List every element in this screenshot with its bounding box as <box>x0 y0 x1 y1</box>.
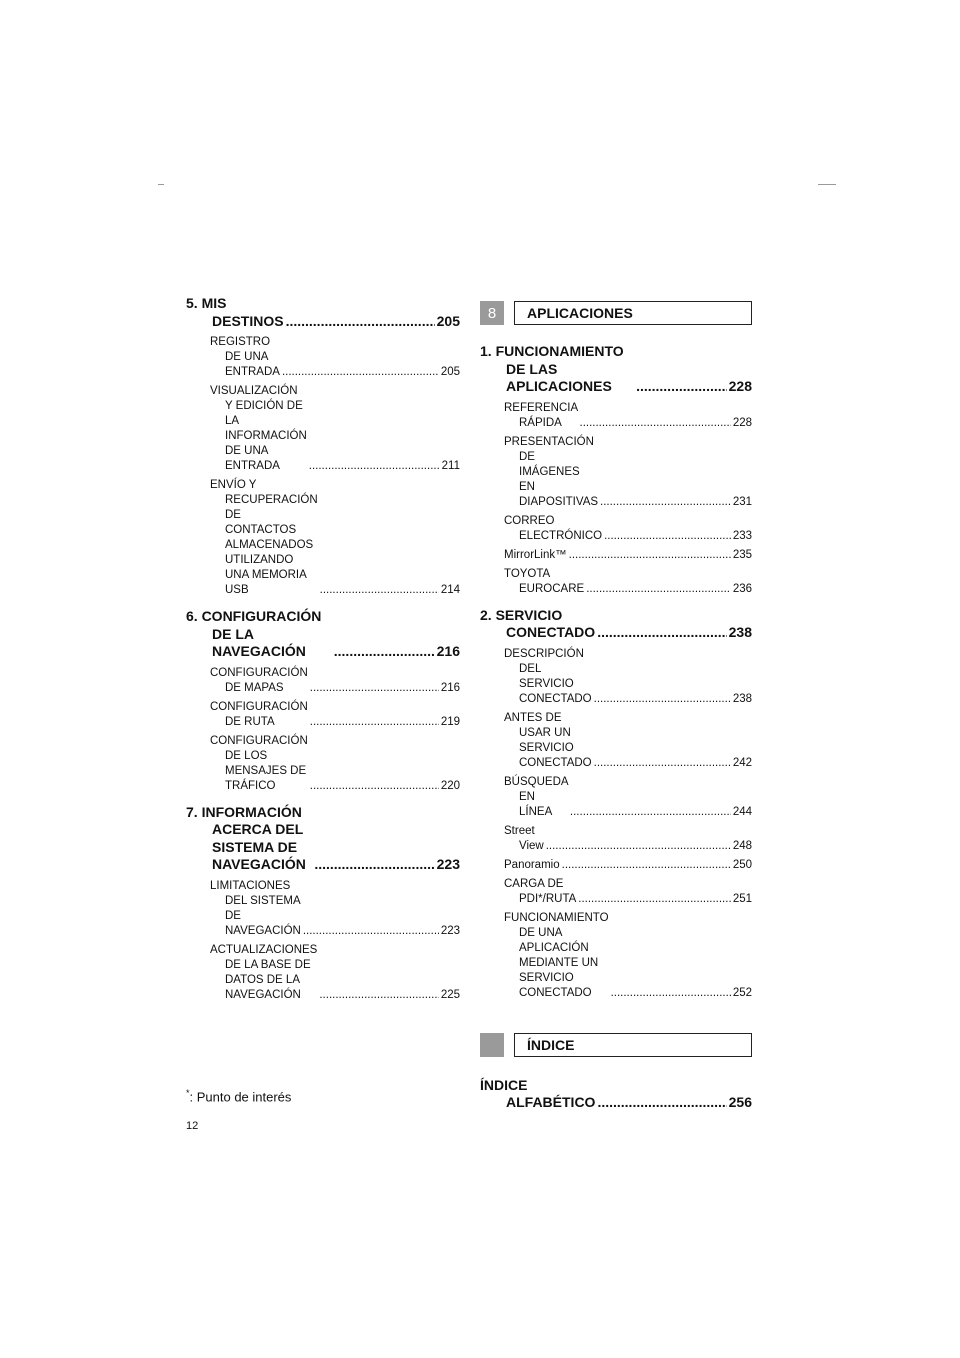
toc-entry-title: 7. INFORMACIÓN ACERCA DEL SISTEMA DE NAVEGACIÓN <box>186 803 306 872</box>
toc-page-number: 223 <box>440 924 460 937</box>
dot-leader <box>334 643 435 661</box>
dot-leader <box>594 692 731 707</box>
dot-leader <box>310 779 439 794</box>
toc-subentry[interactable] <box>480 824 752 854</box>
toc-entry-title: Panoramio <box>504 858 560 871</box>
section-8-number: 8 <box>480 301 504 325</box>
toc-entry-title: REGISTRO DE UNA ENTRADA <box>210 336 280 378</box>
toc-page-number: 214 <box>440 584 460 596</box>
toc-entry-title: CONFIGURACIÓN DE LOS MENSAJES DE TRÁFICO <box>210 734 308 792</box>
toc-subentry[interactable] <box>480 647 752 707</box>
toc-subentry[interactable] <box>480 435 752 510</box>
dot-leader <box>286 313 435 331</box>
footnote <box>186 1088 291 1104</box>
toc-subentry[interactable] <box>186 478 460 598</box>
footnote-text: : Punto de interés <box>189 1089 292 1105</box>
toc-entry-title: VISUALIZACIÓN Y EDICIÓN DE LA INFORMACIÓN DE UNA ENTRADA <box>210 385 307 472</box>
toc-entry-title: MirrorLink™ <box>504 548 567 561</box>
toc-subentry[interactable] <box>480 567 752 597</box>
footnote-mark: * <box>186 1088 190 1098</box>
toc-page-number: 228 <box>728 378 752 394</box>
dot-leader <box>562 858 731 873</box>
toc-entry-title: 2. SERVICIO CONECTADO <box>480 606 596 640</box>
toc-entry-title: 6. CONFIGURACIÓN DE LA NAVEGACIÓN <box>186 608 322 659</box>
dot-leader <box>570 805 731 820</box>
toc-right-column <box>480 295 752 1117</box>
toc-page-number: 244 <box>732 805 752 818</box>
toc-entry-title: FUNCIONAMIENTO DE UNA APLICACIÓN MEDIANTE UN SERVICIO CONECTADO <box>504 911 609 999</box>
toc-left-column <box>186 295 460 1007</box>
toc-subentry[interactable] <box>480 775 752 820</box>
toc-page-number: 220 <box>440 779 460 792</box>
toc-page-number: 233 <box>732 529 752 542</box>
toc-subentry[interactable] <box>186 734 460 794</box>
toc-chapter-entry[interactable] <box>186 295 460 330</box>
toc-chapter-entry[interactable] <box>480 607 752 642</box>
toc-page-number: 238 <box>732 692 752 705</box>
toc-chapter-entry[interactable] <box>186 608 460 661</box>
dot-leader <box>580 416 731 431</box>
toc-entry-title: CORREO ELECTRÓNICO <box>504 514 603 542</box>
toc-entry-title: CARGA DE PDI*/RUTA <box>504 877 577 905</box>
dot-leader <box>597 624 726 642</box>
toc-page-number: 219 <box>440 715 460 728</box>
toc-page-number: 228 <box>732 416 752 429</box>
toc-page-number: 242 <box>732 756 752 769</box>
toc-subentry[interactable] <box>480 911 752 1001</box>
dot-leader <box>600 495 731 510</box>
dot-leader <box>604 529 731 544</box>
toc-entry-title: ACTUALIZACIONES DE LA BASE DE DATOS DE LA NAVEGACIÓN <box>210 943 318 1001</box>
toc-subentry[interactable] <box>186 335 460 380</box>
toc-page-number: 223 <box>436 856 460 872</box>
toc-entry-title: 5. MIS DESTINOS <box>186 295 284 329</box>
dot-leader <box>597 1094 726 1112</box>
toc-entry-title: PRESENTACIÓN DE IMÁGENES EN DIAPOSITIVAS <box>504 435 599 508</box>
dot-leader <box>310 681 439 696</box>
toc-page-number: 205 <box>440 366 460 378</box>
toc-page-number: 252 <box>732 986 752 999</box>
toc-subentry[interactable] <box>186 666 460 696</box>
toc-subentry[interactable] <box>480 877 752 907</box>
dot-leader <box>586 582 731 597</box>
crop-mark-left <box>158 184 164 185</box>
toc-page-number: 236 <box>732 582 752 595</box>
toc-page-number: 216 <box>436 643 460 659</box>
index-section-header <box>480 1033 752 1057</box>
dot-leader <box>282 365 439 380</box>
toc-subentry[interactable] <box>480 711 752 771</box>
toc-page-number: 225 <box>440 988 460 1001</box>
toc-subentry[interactable] <box>186 879 460 939</box>
toc-page-number: 216 <box>440 681 460 694</box>
toc-entry-title: Street View <box>504 824 544 852</box>
toc-entry-title: LIMITACIONES DEL SISTEMA DE NAVEGACIÓN <box>210 879 301 937</box>
toc-page-number: 256 <box>728 1094 752 1110</box>
toc-page-number: 238 <box>728 624 752 640</box>
toc-chapter-entry[interactable] <box>480 1077 752 1112</box>
dot-leader <box>310 715 439 730</box>
dot-leader <box>569 548 731 563</box>
toc-entry-title: DESCRIPCIÓN DEL SERVICIO CONECTADO <box>504 647 592 705</box>
section-8-header <box>480 301 752 325</box>
crop-mark-right <box>818 184 836 185</box>
toc-subentry[interactable] <box>480 514 752 544</box>
toc-page-number: 235 <box>732 548 752 561</box>
toc-entry-title: CONFIGURACIÓN DE MAPAS <box>210 666 308 694</box>
index-section-number <box>480 1033 504 1057</box>
toc-entry-title: REFERENCIA RÁPIDA <box>504 401 578 429</box>
toc-entry-title: ÍNDICE ALFABÉTICO <box>480 1076 596 1110</box>
section-8-title: APLICACIONES <box>514 301 752 325</box>
toc-subentry[interactable] <box>480 858 752 873</box>
page-number: 12 <box>186 1120 199 1132</box>
toc-subentry[interactable] <box>480 548 752 563</box>
dot-leader <box>636 378 727 396</box>
dot-leader <box>319 988 438 1003</box>
dot-leader <box>314 856 434 874</box>
toc-page-number: 250 <box>732 858 752 871</box>
dot-leader <box>303 924 439 939</box>
toc-subentry[interactable] <box>186 384 460 474</box>
dot-leader <box>611 986 731 1001</box>
toc-page-number: 248 <box>732 839 752 852</box>
dot-leader <box>594 756 731 771</box>
toc-page-number: 251 <box>732 892 752 905</box>
toc-page-number: 231 <box>732 495 752 508</box>
toc-page-number: 211 <box>441 460 460 472</box>
dot-leader <box>546 839 731 854</box>
toc-subentry[interactable] <box>186 700 460 730</box>
toc-entry-title: TOYOTA EUROCARE <box>504 567 585 595</box>
toc-chapter-entry[interactable] <box>480 343 752 396</box>
toc-entry-title: CONFIGURACIÓN DE RUTA <box>210 700 308 728</box>
toc-subentry[interactable] <box>480 401 752 431</box>
toc-entry-title: ENVÍO Y RECUPERACIÓN DE CONTACTOS ALMACENADOS UTILIZANDO UNA MEMORIA USB <box>210 479 318 596</box>
index-section-title: ÍNDICE <box>514 1033 752 1057</box>
dot-leader <box>578 892 731 907</box>
toc-page-number: 205 <box>436 312 460 329</box>
toc-chapter-entry[interactable] <box>186 804 460 874</box>
toc-entry-title: ANTES DE USAR UN SERVICIO CONECTADO <box>504 711 592 769</box>
toc-subentry[interactable] <box>186 943 460 1003</box>
index-entries <box>480 1077 752 1112</box>
dot-leader <box>309 459 440 474</box>
toc-entry-title: BÚSQUEDA EN LÍNEA <box>504 775 568 818</box>
toc-entry-title: 1. FUNCIONAMIENTO DE LAS APLICACIONES <box>480 343 624 394</box>
dot-leader <box>320 583 439 598</box>
section-8-entries <box>480 343 752 1001</box>
